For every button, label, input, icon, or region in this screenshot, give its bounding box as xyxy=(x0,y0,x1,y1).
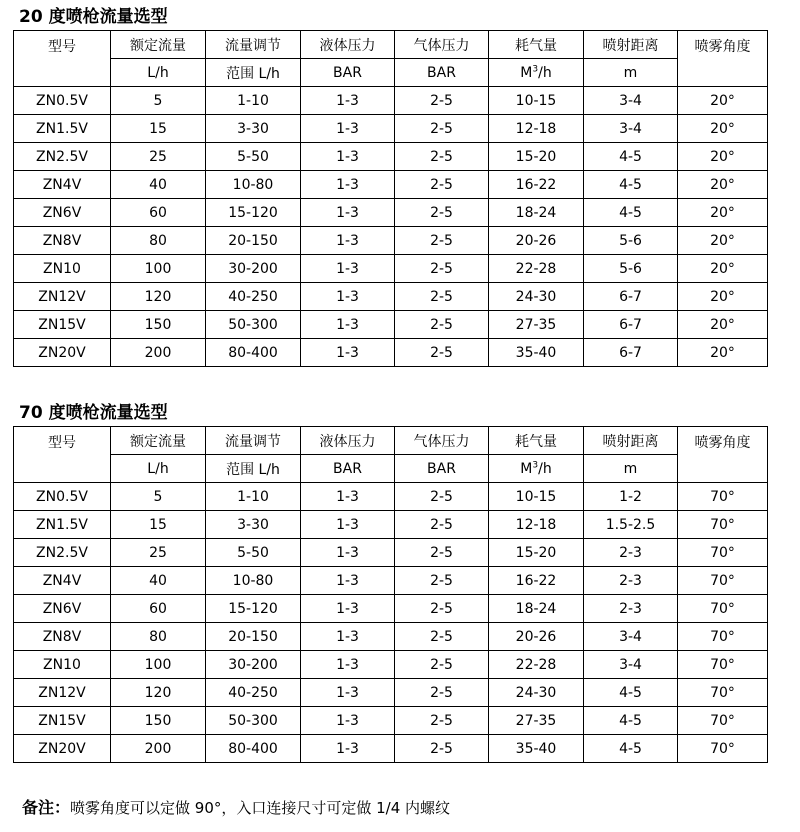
column-unit: m xyxy=(584,455,678,483)
table-cell: 3-4 xyxy=(584,115,678,143)
table-cell: 16-22 xyxy=(489,567,584,595)
table-cell: ZN4V xyxy=(14,567,111,595)
table-cell: 1-3 xyxy=(301,567,395,595)
table-row xyxy=(14,115,768,143)
table-cell: ZN10 xyxy=(14,255,111,283)
header-row xyxy=(14,427,768,455)
table-cell: 80-400 xyxy=(206,339,301,367)
table-cell: 3-4 xyxy=(584,651,678,679)
table-cell: ZN1.5V xyxy=(14,511,111,539)
table-cell: 1-3 xyxy=(301,255,395,283)
table-cell: 3-4 xyxy=(584,87,678,115)
table-cell: 3-30 xyxy=(206,511,301,539)
table-cell: 1-3 xyxy=(301,115,395,143)
table-cell: 2-5 xyxy=(395,339,489,367)
table-row xyxy=(14,311,768,339)
table-cell: 40-250 xyxy=(206,283,301,311)
table-cell: 1-3 xyxy=(301,199,395,227)
table-cell: 1.5-2.5 xyxy=(584,511,678,539)
table-cell: 80 xyxy=(111,623,206,651)
table-cell: 1-3 xyxy=(301,595,395,623)
table-cell: 2-5 xyxy=(395,707,489,735)
table-cell: ZN15V xyxy=(14,311,111,339)
unit-main: M xyxy=(520,460,533,477)
table-cell: 60 xyxy=(111,199,206,227)
table-cell: 100 xyxy=(111,651,206,679)
table-cell: 2-5 xyxy=(395,511,489,539)
table-cell: 20° xyxy=(678,227,768,255)
table-cell: 20° xyxy=(678,171,768,199)
table-cell: 27-35 xyxy=(489,311,584,339)
table-cell: 2-3 xyxy=(584,595,678,623)
table-cell: 150 xyxy=(111,311,206,339)
table-row xyxy=(14,595,768,623)
table-cell: 3-4 xyxy=(584,623,678,651)
table-cell: 70° xyxy=(678,483,768,511)
table-cell: 2-5 xyxy=(395,735,489,763)
unit-superscript: 3 xyxy=(532,63,539,74)
table-row xyxy=(14,539,768,567)
table-row xyxy=(14,623,768,651)
table-cell: 10-15 xyxy=(489,87,584,115)
spec-table-20deg xyxy=(13,30,768,367)
table-cell: 1-3 xyxy=(301,171,395,199)
table-cell: 1-3 xyxy=(301,679,395,707)
column-header: 喷雾角度 xyxy=(678,427,768,483)
table-cell: 2-5 xyxy=(395,255,489,283)
column-header: 额定流量 xyxy=(111,31,206,59)
table-cell: ZN1.5V xyxy=(14,115,111,143)
table-cell: 1-3 xyxy=(301,311,395,339)
table-cell: ZN8V xyxy=(14,227,111,255)
table-cell: 2-5 xyxy=(395,115,489,143)
table-row xyxy=(14,227,768,255)
table-cell: 2-3 xyxy=(584,567,678,595)
table-cell: 1-3 xyxy=(301,511,395,539)
column-unit: BAR xyxy=(301,455,395,483)
table-cell: 35-40 xyxy=(489,735,584,763)
footnote xyxy=(22,796,450,820)
note-label: 备注： xyxy=(22,798,71,817)
table-cell: 2-5 xyxy=(395,539,489,567)
table-cell: 2-5 xyxy=(395,595,489,623)
table-cell: 30-200 xyxy=(206,255,301,283)
table-cell: 2-5 xyxy=(395,567,489,595)
unit-superscript: 3 xyxy=(532,459,539,470)
table-cell: 2-5 xyxy=(395,227,489,255)
table-cell: 1-3 xyxy=(301,87,395,115)
table-cell: 20° xyxy=(678,143,768,171)
column-header: 流量调节 xyxy=(206,31,301,59)
column-unit: BAR xyxy=(301,59,395,87)
table-row xyxy=(14,511,768,539)
table-row xyxy=(14,87,768,115)
note-text: 喷雾角度可以定做 90°，入口连接尺寸可定做 1/4 内螺纹 xyxy=(70,799,451,817)
column-unit xyxy=(489,59,584,87)
table-cell: ZN6V xyxy=(14,199,111,227)
table-cell: 18-24 xyxy=(489,595,584,623)
column-header: 喷射距离 xyxy=(584,31,678,59)
table-cell: 30-200 xyxy=(206,651,301,679)
column-header: 液体压力 xyxy=(301,427,395,455)
table-cell: 10-15 xyxy=(489,483,584,511)
table-cell: 2-5 xyxy=(395,651,489,679)
column-header: 耗气量 xyxy=(489,31,584,59)
table-cell: 4-5 xyxy=(584,143,678,171)
table-row xyxy=(14,283,768,311)
table-cell: 70° xyxy=(678,623,768,651)
table-row xyxy=(14,735,768,763)
table-cell: 15-20 xyxy=(489,539,584,567)
table-cell: 1-3 xyxy=(301,283,395,311)
table-title: 70 度喷枪流量选型 xyxy=(19,403,168,423)
table-cell: 200 xyxy=(111,735,206,763)
table-cell: ZN12V xyxy=(14,283,111,311)
table-row xyxy=(14,651,768,679)
table-cell: 25 xyxy=(111,143,206,171)
table-cell: 1-3 xyxy=(301,483,395,511)
column-header: 额定流量 xyxy=(111,427,206,455)
table-cell: ZN4V xyxy=(14,171,111,199)
table-cell: 12-18 xyxy=(489,511,584,539)
table-cell: 6-7 xyxy=(584,339,678,367)
table-cell: 22-28 xyxy=(489,255,584,283)
column-unit: 范围 L/h xyxy=(206,455,301,483)
table-cell: 22-28 xyxy=(489,651,584,679)
header-unit-row xyxy=(14,455,768,483)
table-cell: 20° xyxy=(678,255,768,283)
table-cell: 10-80 xyxy=(206,171,301,199)
table-cell: ZN10 xyxy=(14,651,111,679)
table-cell: 5-50 xyxy=(206,143,301,171)
column-header: 型号 xyxy=(14,31,111,87)
header-unit-row xyxy=(14,59,768,87)
table-cell: 1-3 xyxy=(301,143,395,171)
table-cell: 70° xyxy=(678,539,768,567)
table-cell: 20-26 xyxy=(489,623,584,651)
table-cell: 4-5 xyxy=(584,171,678,199)
table-cell: ZN2.5V xyxy=(14,539,111,567)
table-row xyxy=(14,199,768,227)
table-cell: 1-3 xyxy=(301,707,395,735)
column-unit: BAR xyxy=(395,455,489,483)
table-cell: 2-5 xyxy=(395,143,489,171)
table-cell: ZN0.5V xyxy=(14,87,111,115)
table-row xyxy=(14,171,768,199)
table-cell: 4-5 xyxy=(584,707,678,735)
column-unit: m xyxy=(584,59,678,87)
table-cell: 4-5 xyxy=(584,679,678,707)
table-cell: 2-5 xyxy=(395,623,489,651)
column-unit xyxy=(489,455,584,483)
unit-tail: /h xyxy=(538,460,552,477)
table-cell: 2-5 xyxy=(395,311,489,339)
table-cell: 40 xyxy=(111,171,206,199)
unit-tail: /h xyxy=(538,64,552,81)
column-header: 喷雾角度 xyxy=(678,31,768,87)
table-cell: 2-5 xyxy=(395,283,489,311)
column-header: 型号 xyxy=(14,427,111,483)
table-cell: 12-18 xyxy=(489,115,584,143)
header-row xyxy=(14,31,768,59)
table-cell: 50-300 xyxy=(206,311,301,339)
table-cell: 70° xyxy=(678,511,768,539)
table-cell: 20-150 xyxy=(206,227,301,255)
table-cell: 18-24 xyxy=(489,199,584,227)
table-cell: 6-7 xyxy=(584,283,678,311)
column-unit: L/h xyxy=(111,59,206,87)
table-cell: ZN8V xyxy=(14,623,111,651)
table-cell: 120 xyxy=(111,283,206,311)
table-cell: 50-300 xyxy=(206,707,301,735)
column-header: 气体压力 xyxy=(395,427,489,455)
spec-table-70deg xyxy=(13,426,768,763)
table-cell: 20° xyxy=(678,115,768,143)
table-section-70deg xyxy=(13,400,767,763)
table-cell: 1-3 xyxy=(301,651,395,679)
table-cell: 20° xyxy=(678,199,768,227)
table-cell: 70° xyxy=(678,679,768,707)
table-cell: 70° xyxy=(678,707,768,735)
table-cell: 120 xyxy=(111,679,206,707)
table-cell: ZN0.5V xyxy=(14,483,111,511)
table-cell: 1-3 xyxy=(301,227,395,255)
table-cell: 2-5 xyxy=(395,679,489,707)
table-cell: 5 xyxy=(111,87,206,115)
table-cell: 35-40 xyxy=(489,339,584,367)
table-cell: 15-120 xyxy=(206,199,301,227)
column-unit: BAR xyxy=(395,59,489,87)
table-cell: 20° xyxy=(678,311,768,339)
column-header: 耗气量 xyxy=(489,427,584,455)
table-cell: ZN20V xyxy=(14,735,111,763)
table-cell: 20-150 xyxy=(206,623,301,651)
table-cell: 25 xyxy=(111,539,206,567)
column-unit: 范围 L/h xyxy=(206,59,301,87)
column-header: 气体压力 xyxy=(395,31,489,59)
table-cell: 1-10 xyxy=(206,87,301,115)
table-cell: 16-22 xyxy=(489,171,584,199)
table-cell: 1-3 xyxy=(301,623,395,651)
table-cell: 20° xyxy=(678,283,768,311)
table-section-20deg xyxy=(13,4,767,367)
table-cell: 70° xyxy=(678,595,768,623)
table-cell: 5-50 xyxy=(206,539,301,567)
table-cell: 4-5 xyxy=(584,199,678,227)
table-row xyxy=(14,483,768,511)
table-cell: 70° xyxy=(678,567,768,595)
table-cell: 6-7 xyxy=(584,311,678,339)
column-header: 喷射距离 xyxy=(584,427,678,455)
table-cell: 2-5 xyxy=(395,87,489,115)
unit-main: M xyxy=(520,64,533,81)
table-cell: 40-250 xyxy=(206,679,301,707)
table-cell: 20° xyxy=(678,87,768,115)
table-cell: 10-80 xyxy=(206,567,301,595)
table-cell: 70° xyxy=(678,735,768,763)
table-cell: ZN2.5V xyxy=(14,143,111,171)
table-cell: 27-35 xyxy=(489,707,584,735)
column-header: 液体压力 xyxy=(301,31,395,59)
table-row xyxy=(14,567,768,595)
column-unit: L/h xyxy=(111,455,206,483)
table-row xyxy=(14,707,768,735)
table-cell: 15-20 xyxy=(489,143,584,171)
table-cell: 1-3 xyxy=(301,339,395,367)
table-cell: 80-400 xyxy=(206,735,301,763)
table-cell: ZN20V xyxy=(14,339,111,367)
table-title: 20 度喷枪流量选型 xyxy=(19,7,168,27)
table-cell: 15-120 xyxy=(206,595,301,623)
table-cell: 80 xyxy=(111,227,206,255)
table-cell: 60 xyxy=(111,595,206,623)
table-cell: 1-3 xyxy=(301,539,395,567)
table-cell: 200 xyxy=(111,339,206,367)
table-cell: 5-6 xyxy=(584,227,678,255)
table-cell: 70° xyxy=(678,651,768,679)
table-row xyxy=(14,339,768,367)
column-header: 流量调节 xyxy=(206,427,301,455)
table-cell: 4-5 xyxy=(584,735,678,763)
table-cell: 3-30 xyxy=(206,115,301,143)
table-cell: 2-5 xyxy=(395,483,489,511)
table-cell: ZN12V xyxy=(14,679,111,707)
table-cell: 100 xyxy=(111,255,206,283)
table-cell: 24-30 xyxy=(489,283,584,311)
table-row xyxy=(14,679,768,707)
table-cell: 20-26 xyxy=(489,227,584,255)
table-cell: 1-10 xyxy=(206,483,301,511)
table-cell: 150 xyxy=(111,707,206,735)
table-cell: 5-6 xyxy=(584,255,678,283)
table-cell: 2-5 xyxy=(395,171,489,199)
table-cell: 20° xyxy=(678,339,768,367)
table-cell: 40 xyxy=(111,567,206,595)
table-row xyxy=(14,143,768,171)
table-cell: 24-30 xyxy=(489,679,584,707)
table-cell: 15 xyxy=(111,511,206,539)
table-cell: 1-3 xyxy=(301,735,395,763)
table-cell: ZN15V xyxy=(14,707,111,735)
table-cell: 15 xyxy=(111,115,206,143)
table-cell: ZN6V xyxy=(14,595,111,623)
table-row xyxy=(14,255,768,283)
table-cell: 2-5 xyxy=(395,199,489,227)
table-cell: 2-3 xyxy=(584,539,678,567)
table-cell: 5 xyxy=(111,483,206,511)
table-cell: 1-2 xyxy=(584,483,678,511)
